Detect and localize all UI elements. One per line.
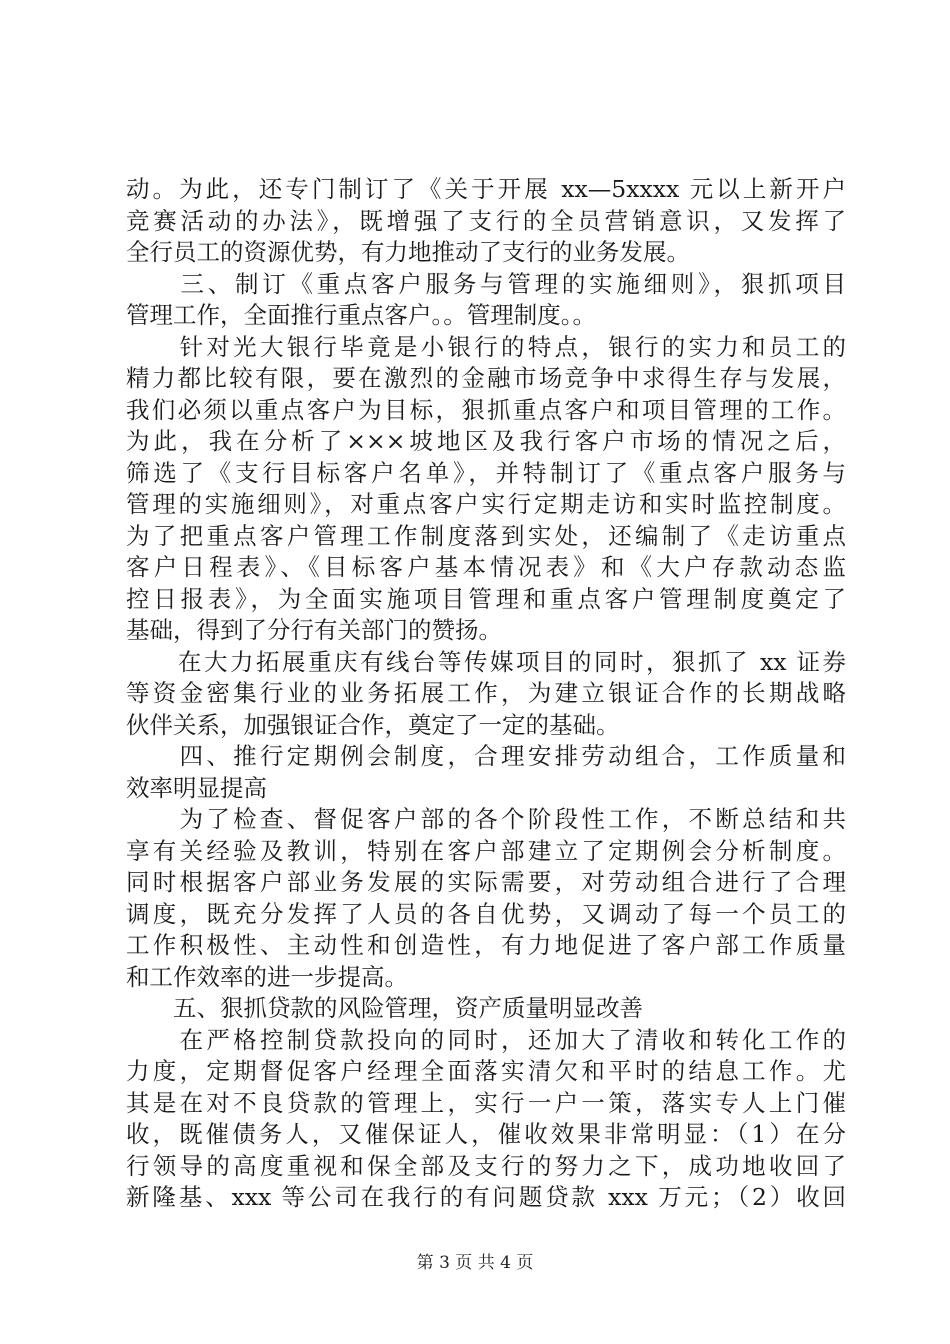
text-line: 控日报表》，为全面实施项目管理和重点客户管理制度奠定了 — [126, 584, 846, 613]
text-line: 效率明显提高 — [126, 773, 267, 802]
text-line: 工作积极性、主动性和创造性，有力地促进了客户部工作质量 — [126, 931, 846, 959]
text-line: 其是在对不良贷款的管理上，实行一户一策，落实专人上门催 — [126, 1088, 846, 1117]
text-line: 在大力拓展重庆有线台等传媒项目的同时，狠抓了 xx 证券 — [126, 647, 846, 676]
text-line: 四、推行定期例会制度，合理安排劳动组合，工作质量和 — [126, 742, 846, 770]
text-line: 等资金密集行业的业务拓展工作，为建立银证合作的长期战略 — [126, 679, 846, 707]
text-line: 为了检查、督促客户部的各个阶段性工作，不断总结和共 — [126, 805, 846, 833]
text-line: 同时根据客户部业务发展的实际需要，对劳动组合进行了合理 — [126, 868, 846, 896]
text-line: 三、制订《重点客户服务与管理的实施细则》，狠抓项目 — [126, 269, 846, 298]
text-line: 力度，定期督促客户经理全面落实清欠和平时的结息工作。尤 — [126, 1057, 846, 1085]
page-footer: 第 3 页 共 4 页 — [416, 1253, 534, 1273]
text-line: 我们必须以重点客户为目标，狠抓重点客户和项目管理的工作。 — [126, 395, 846, 424]
text-line: 针对光大银行毕竟是小银行的特点，银行的实力和员工的 — [126, 332, 846, 361]
text-line: 筛选了《支行目标客户名单》，并特制订了《重点客户服务与 — [126, 458, 846, 487]
text-line: 行领导的高度重视和保全部及支行的努力之下，成功地收回了 — [126, 1151, 846, 1180]
text-line: 为此，我在分析了×××坡地区及我行客户市场的情况之后， — [126, 427, 846, 455]
text-line: 管理工作，全面推行重点客户。。管理制度。。 — [126, 301, 596, 329]
text-line: 竞赛活动的办法》，既增强了支行的全员营销意识，又发挥了 — [126, 206, 846, 235]
text-line: 为了把重点客户管理工作制度落到实处，还编制了《走访重点 — [126, 521, 846, 550]
text-line: 基础，得到了分行有关部门的赞扬。 — [126, 616, 502, 644]
text-line: 伙伴关系，加强银证合作，奠定了一定的基础。 — [126, 710, 620, 739]
text-line: 和工作效率的进一步提高。 — [126, 962, 408, 991]
text-line: 享有关经验及教训，特别在客户部建立了定期例会分析制度。 — [126, 836, 846, 865]
text-line: 管理的实施细则》，对重点客户实行定期走访和实时监控制度。 — [126, 490, 846, 518]
document-body — [126, 174, 846, 1214]
text-line: 动。为此，还专门制订了《关于开展 xx—5xxxx 元以上新开户 — [126, 175, 846, 203]
text-line: 全行员工的资源优势，有力地推动了支行的业务发展。 — [126, 238, 690, 266]
text-line: 新隆基、xxx 等公司在我行的有问题贷款 xxx 万元；（2）收回 — [126, 1183, 846, 1211]
text-line: 五、狠抓贷款的风险管理，资产质量明显改善 — [126, 994, 643, 1022]
text-line: 精力都比较有限，要在激烈的金融市场竞争中求得生存与发展， — [126, 364, 846, 392]
text-line: 客户日程表》、《目标客户基本情况表》和《大户存款动态监 — [126, 553, 846, 581]
text-line: 调度，既充分发挥了人员的各自优势，又调动了每一个员工的 — [126, 899, 846, 928]
text-line: 收，既催债务人，又催保证人，催收效果非常明显：（1）在分 — [126, 1120, 846, 1148]
text-line: 在严格控制贷款投向的同时，还加大了清收和转化工作的 — [126, 1025, 846, 1054]
